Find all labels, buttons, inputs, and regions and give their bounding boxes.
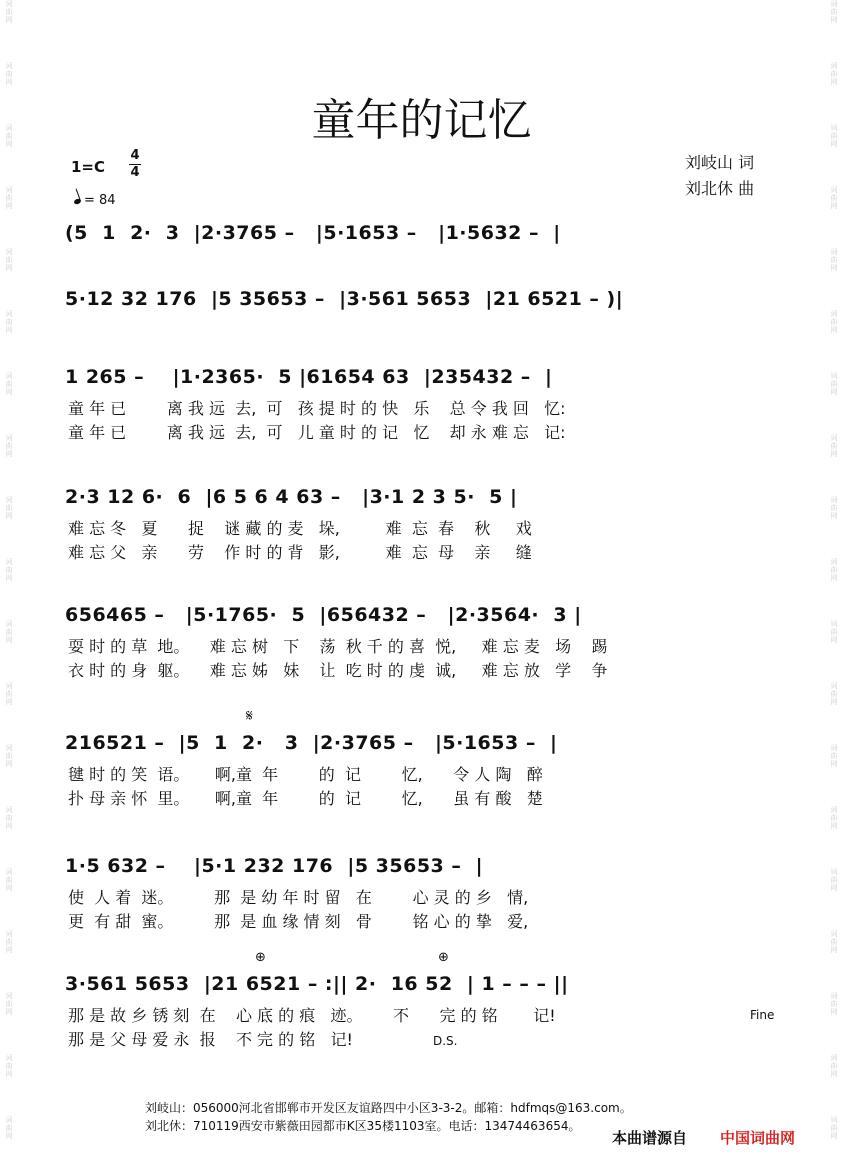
watermark-text: 词 曲 网 [830, 372, 838, 396]
composer-credit: 刘北休 曲 [685, 179, 755, 198]
lyric-verse-1: 使 人 着 迷。 那 是 幼 年 时 留 在 心 灵 的 乡 情, [68, 888, 529, 907]
score-row [65, 855, 780, 931]
watermark-text: 词 曲 网 [830, 1116, 838, 1140]
lyric-verse-2: 那 是 父 母 爱 永 报 不 完 的 铭 记! [68, 1030, 353, 1049]
notation-line: 5·12 32 176 |5 35653 – |3·561 5653 |21 6521 – )| [65, 288, 624, 310]
coda-icon-2: ⊕ [438, 950, 449, 965]
watermark-text: 词 曲 网 [830, 682, 838, 706]
lyric-verse-1: 童 年 已 离 我 远 去, 可 孩 提 时 的 快 乐 总 令 我 回 忆: [68, 399, 566, 418]
score-row [65, 222, 780, 248]
watermark-text: 词 曲 网 [5, 682, 13, 706]
watermark-text: 词 曲 网 [830, 868, 838, 892]
time-bottom: 4 [130, 165, 140, 180]
watermark-text: 词 曲 网 [5, 868, 13, 892]
watermark-text: 词 曲 网 [830, 124, 838, 148]
watermark-text: 词 曲 网 [830, 0, 838, 24]
lyric-verse-1: 毽 时 的 笑 语。 啊,童 年 的 记 忆, 令 人 陶 醉 [68, 765, 543, 784]
lyric-verse-1: 难 忘 冬 夏 捉 谜 藏 的 麦 垛, 难 忘 春 秋 戏 [68, 519, 532, 538]
key-signature: 1=C [71, 158, 106, 176]
coda-icon-1: ⊕ [255, 950, 266, 965]
watermark-text: 词 曲 网 [5, 558, 13, 582]
watermark-text: 词 曲 网 [5, 496, 13, 520]
watermark-text: 词 曲 网 [5, 62, 13, 86]
notation-line: 1·5 632 – |5·1 232 176 |5 35653 – | [65, 855, 484, 877]
watermark-text: 词 曲 网 [830, 806, 838, 830]
source-label: 本曲谱源自 [612, 1129, 688, 1147]
notation-line: 1 265 – |1·2365· 5 |61654 63 |235432 – | [65, 366, 553, 388]
footer-line-2: 刘北休：710119西安市紫薇田园都市K区35楼1103室。电话：13474463654。 [145, 1119, 581, 1133]
watermark-text: 词 曲 网 [830, 930, 838, 954]
watermark-text: 词 曲 网 [830, 186, 838, 210]
lyric-verse-2: 难 忘 父 亲 劳 作 时 的 背 影, 难 忘 母 亲 缝 [68, 543, 532, 562]
watermark-text: 词 曲 网 [5, 0, 13, 24]
watermark-text: 词 曲 网 [5, 1116, 13, 1140]
notation-line: 3·561 5653 |21 6521 – :|| 2· 16 52 | 1 – – – || [65, 973, 569, 995]
score-row [65, 732, 780, 808]
watermark-text: 词 曲 网 [5, 248, 13, 272]
watermark-text: 词 曲 网 [830, 434, 838, 458]
watermark-text: 词 曲 网 [5, 930, 13, 954]
lyric-verse-2: 童 年 已 离 我 远 去, 可 儿 童 时 的 记 忆 却 永 难 忘 记: [68, 423, 566, 442]
watermark-right [827, 0, 841, 1172]
watermark-text: 词 曲 网 [830, 62, 838, 86]
source-site-link[interactable]: 中国词曲网 [720, 1129, 796, 1147]
song-title: 童年的记忆 [311, 95, 532, 146]
watermark-text: 词 曲 网 [830, 496, 838, 520]
score-row [65, 366, 780, 442]
notation-line: 2·3 12 6· 6 |6 5 6 4 63 – |3·1 2 3 5· 5 | [65, 486, 518, 508]
watermark-text: 词 曲 网 [830, 992, 838, 1016]
watermark-text: 词 曲 网 [5, 806, 13, 830]
quarter-note-icon [73, 198, 81, 205]
watermark-text: 词 曲 网 [5, 372, 13, 396]
lyric-verse-2: 更 有 甜 蜜。 那 是 血 缘 情 刻 骨 铭 心 的 挚 爱, [68, 912, 529, 931]
watermark-text: 词 曲 网 [5, 992, 13, 1016]
watermark-text: 词 曲 网 [5, 1054, 13, 1078]
watermark-text: 词 曲 网 [5, 186, 13, 210]
watermark-text: 词 曲 网 [5, 620, 13, 644]
watermark-left [2, 0, 16, 1172]
lyric-verse-2: 衣 时 的 身 躯。 难 忘 姊 妹 让 吃 时 的 虔 诚, 难 忘 放 学 争 [68, 661, 608, 680]
lyric-verse-2: 扑 母 亲 怀 里。 啊,童 年 的 记 忆, 虽 有 酸 楚 [68, 789, 543, 808]
score-row [65, 486, 780, 562]
watermark-text: 词 曲 网 [830, 744, 838, 768]
score-row [65, 288, 780, 314]
footer-line-1: 刘岐山：056000河北省邯郸市开发区友谊路四中小区3-3-2。邮箱：hdfmqs@163.com。 [145, 1101, 632, 1115]
watermark-text: 词 曲 网 [5, 434, 13, 458]
lyricist-credit: 刘岐山 词 [685, 153, 755, 172]
score-row [65, 604, 780, 680]
watermark-text: 词 曲 网 [5, 310, 13, 334]
lyric-verse-1: 那 是 故 乡 锈 刻 在 心 底 的 痕 迹。 不 完 的 铭 记! [68, 1006, 556, 1025]
time-signature [129, 149, 141, 180]
ds-mark: D.S. [433, 1034, 458, 1048]
watermark-text: 词 曲 网 [830, 1054, 838, 1078]
fine-mark: Fine [750, 1008, 775, 1022]
notation-line: 656465 – |5·1765· 5 |656432 – |2·3564· 3 | [65, 604, 582, 626]
time-top: 4 [130, 148, 140, 163]
segno-icon: 𝄋 [246, 706, 253, 725]
watermark-text: 词 曲 网 [830, 310, 838, 334]
tempo-value: = 84 [84, 193, 116, 208]
tempo-marking [74, 193, 116, 208]
notation-line: (5 1 2· 3 |2·3765 – |5·1653 – |1·5632 – | [65, 222, 561, 244]
watermark-text: 词 曲 网 [830, 620, 838, 644]
watermark-text: 词 曲 网 [830, 248, 838, 272]
notation-line: 216521 – |5 1 2· 3 |2·3765 – |5·1653 – | [65, 732, 558, 754]
watermark-text: 词 曲 网 [5, 124, 13, 148]
watermark-text: 词 曲 网 [830, 558, 838, 582]
watermark-text: 词 曲 网 [5, 744, 13, 768]
lyric-verse-1: 耍 时 的 草 地。 难 忘 树 下 荡 秋 千 的 喜 悦, 难 忘 麦 场 踢 [68, 637, 608, 656]
